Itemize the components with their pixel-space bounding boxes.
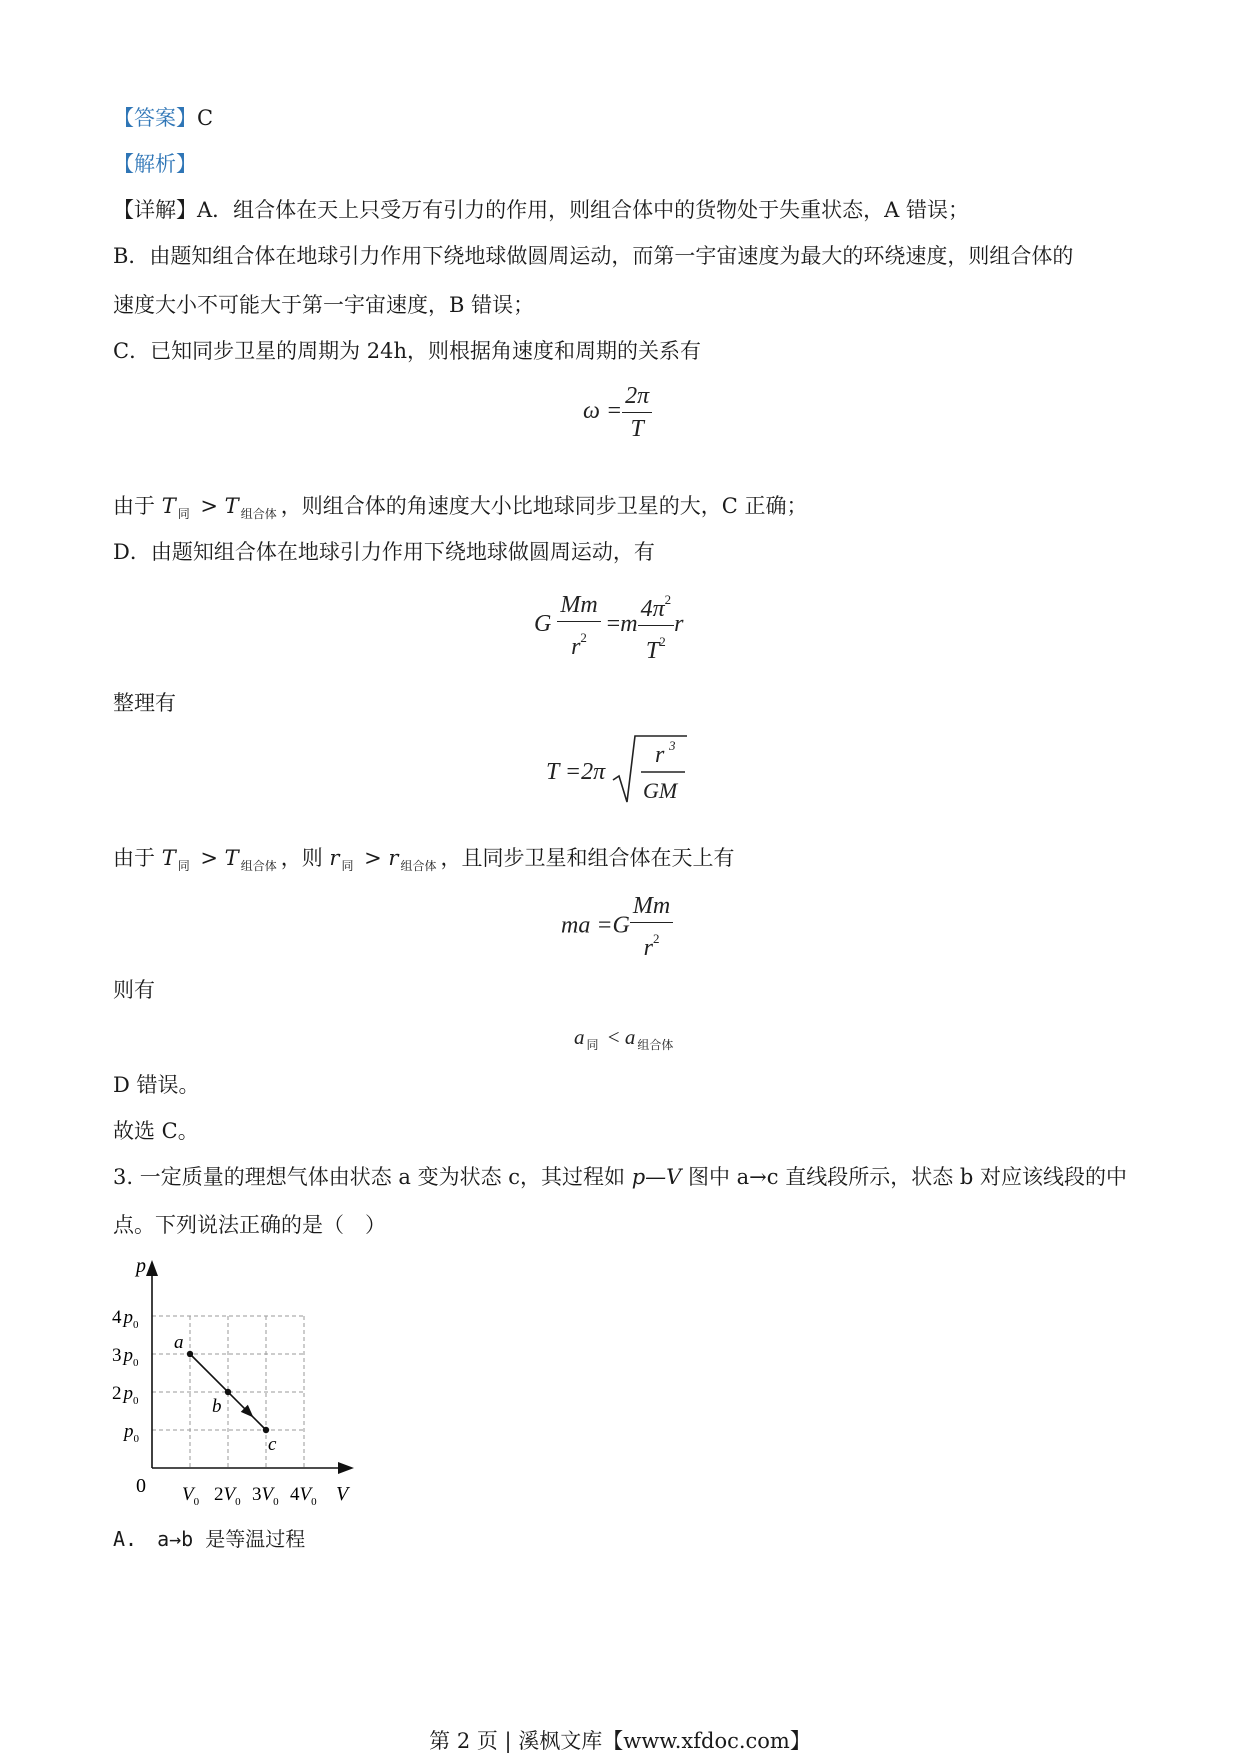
dcmp-gt-2: >: [357, 846, 389, 870]
dcmp-post: ，且同步卫星和组合体在天上有: [440, 846, 735, 870]
state-point-c: [263, 1427, 269, 1433]
eq2-num1: Mm: [557, 589, 600, 622]
cmp-post: ，则组合体的角速度大小比地球同步卫星的大，C 正确；: [280, 494, 808, 518]
x-tick-labels: [182, 1484, 317, 1508]
eq2-equals: =: [606, 611, 621, 638]
equation-gravity: [534, 584, 683, 667]
dcmp-r-tong: r: [329, 846, 340, 870]
y-tick-labels: [112, 1307, 140, 1445]
y-tick-label: 3 $p_0$: [112, 1345, 139, 1369]
then-line: 则有: [113, 978, 155, 1002]
eq5-a-tong: a: [574, 1025, 585, 1049]
eq2-den1-r: r: [571, 633, 581, 660]
dcmp-sub-tong: 同: [177, 859, 190, 873]
dcmp-gt: >: [193, 846, 225, 870]
eq5-a-zuhe: a: [624, 1025, 636, 1049]
eq2-m: m: [620, 611, 638, 638]
eq4-num: Mm: [630, 890, 673, 923]
state-point-b: [225, 1389, 231, 1395]
eq3-lhs: T =2π: [546, 759, 606, 785]
option-d-line-1: D．由题知组合体在地球引力作用下绕地球做圆周运动，有: [113, 540, 655, 564]
option-b-line-1: B．由题知组合体在地球引力作用下绕地球做圆周运动，而第一宇宙速度为最大的环绕速度，则组合体的: [113, 244, 1074, 268]
state-point-a: [187, 1351, 193, 1357]
dcmp-sub-tong-2: 同: [341, 859, 354, 873]
q3-line-2: 点。下列说法正确的是（ ）: [113, 1213, 386, 1237]
option-d-compare-line: [113, 844, 734, 880]
dcmp-T-zuhe: T: [224, 846, 239, 870]
eq3-den: GM: [643, 778, 678, 803]
eq4-den-r: r: [643, 935, 653, 961]
equation-period: [546, 732, 689, 813]
equation-acceleration: [561, 890, 673, 964]
eq2-den2-pow: 2: [659, 634, 666, 649]
eq2-den2-T: T: [645, 638, 660, 664]
state-label-b: b: [212, 1396, 222, 1417]
sqrt-symbol: [611, 732, 689, 806]
eq3-num: r: [655, 742, 665, 768]
page-footer: 第 2 页 | 溪枫文库【www.xfdoc.com】: [429, 1729, 811, 1753]
cmp-sub-tong: 同: [177, 507, 190, 521]
q3-line-1: [113, 1163, 1127, 1191]
dcmp-mid: ，则: [280, 846, 330, 870]
option-c-line-1: C．已知同步卫星的周期为 24h，则根据角速度和周期的关系有: [113, 339, 701, 363]
eq4-frac: [630, 890, 673, 964]
dcmp-r-zuhe: r: [388, 846, 399, 870]
d-wrong-line: D 错误。: [113, 1073, 200, 1097]
eq2-num2-text: 4π: [640, 596, 665, 622]
y-axis-arrow-icon: [146, 1260, 158, 1276]
state-label-c: c: [268, 1434, 277, 1455]
option-c-compare-line: [113, 492, 807, 528]
detail-tag: 【详解】: [113, 198, 197, 222]
equation-compare-a: [574, 1025, 677, 1053]
dcmp-T-tong: T: [161, 846, 176, 870]
eq1-lhs: ω =: [583, 398, 623, 425]
dcmp-sub-zuhe: 组合体: [240, 859, 277, 873]
sqrt-icon: [611, 732, 689, 813]
answer-tag: 【答案】: [113, 106, 197, 130]
eq4-den: [630, 923, 673, 964]
analysis-tag: 【解析】: [113, 152, 197, 176]
eq2-frac1: [557, 589, 600, 663]
eq2-den1-pow: 2: [580, 629, 587, 645]
eq1-den: T: [630, 416, 644, 442]
eq2-num2-pow: 2: [664, 592, 672, 607]
process-line: [174, 1332, 277, 1455]
detail-line: [113, 196, 969, 224]
cmp-T-tong: T: [161, 494, 176, 518]
pv-graph: [110, 1258, 370, 1510]
eq2-G: G: [534, 611, 552, 638]
eq5-lt: <: [602, 1025, 625, 1049]
eq4-lhs: ma =G: [561, 912, 630, 939]
x-tick-label: $3V_0$: [252, 1484, 279, 1508]
q3-line1-a: 3. 一定质量的理想气体由状态 a 变为状态 c，其过程如: [113, 1165, 632, 1189]
cmp-sub-zuhe: 组合体: [240, 507, 277, 521]
option-a-line: A. a→b 是等温过程: [113, 1527, 306, 1551]
detail-a-text: A．组合体在天上只受万有引力的作用，则组合体中的货物处于失重状态，A 错误；: [197, 198, 970, 222]
choose-line: 故选 C。: [113, 1119, 199, 1143]
origin-label: 0: [136, 1475, 146, 1497]
dcmp-pre: 由于: [113, 846, 162, 870]
x-tick-label: $V_0$: [182, 1484, 200, 1508]
eq2-num2: [638, 584, 675, 626]
eq5-sub-zuhe: 组合体: [637, 1038, 674, 1052]
equation-omega: [583, 380, 652, 445]
y-tick-label: $p_0$: [124, 1421, 139, 1445]
eq5-sub-tong: 同: [586, 1038, 599, 1052]
eq1-num: 2π: [622, 380, 652, 413]
y-axis-label: p: [136, 1258, 146, 1277]
eq2-r: r: [674, 611, 684, 638]
answer-value: C: [197, 106, 214, 130]
dcmp-sub-zuhe-2: 组合体: [400, 859, 437, 873]
y-tick-label: 4 $p_0$: [112, 1307, 139, 1331]
y-tick-label: 2 $p_0$: [112, 1383, 139, 1407]
x-tick-label: $4V_0$: [290, 1484, 317, 1508]
option-b-line-2: 速度大小不可能大于第一宇宙速度，B 错误；: [113, 293, 535, 317]
q3-pv: p—V: [631, 1165, 682, 1189]
cmp-gt: >: [193, 494, 225, 518]
eq1-fraction: [622, 380, 652, 445]
cmp-pre: 由于: [113, 494, 162, 518]
answer-line: [113, 104, 213, 132]
q3-line1-b: 图中 a→c 直线段所示，状态 b 对应该线段的中: [681, 1165, 1128, 1189]
state-label-a: a: [174, 1332, 184, 1353]
eq2-den1: [557, 622, 600, 663]
sort-line: 整理有: [113, 691, 176, 715]
x-tick-label: $2V_0$: [214, 1484, 241, 1508]
x-axis-arrow-icon: [338, 1462, 354, 1474]
eq4-den-pow: 2: [652, 931, 660, 946]
cmp-T-zuhe: T: [224, 494, 239, 518]
eq2-den2: [638, 626, 675, 667]
x-axis-label: V: [336, 1483, 349, 1505]
eq2-frac2: [638, 584, 675, 667]
eq3-pow: 3: [669, 738, 676, 753]
